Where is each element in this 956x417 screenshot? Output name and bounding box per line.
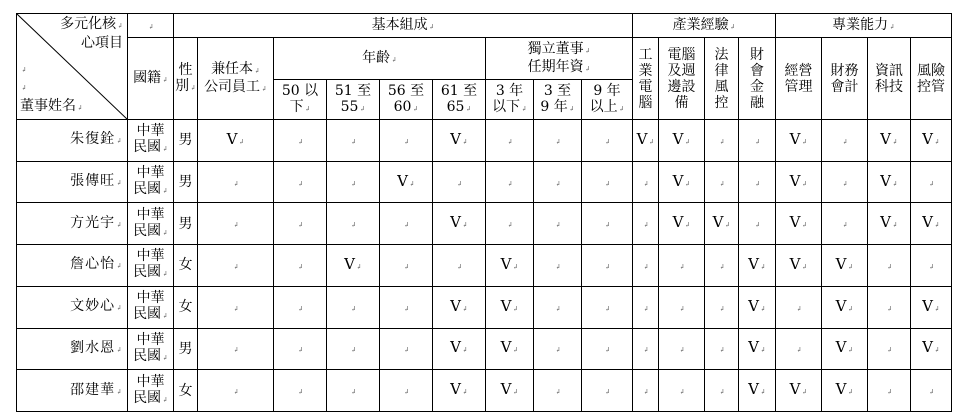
corner-bottom-text: 董事姓名 bbox=[20, 98, 76, 114]
director-name-cell: 詹心怡↲ bbox=[17, 245, 128, 287]
tenure-col-9-above: 9 年 以上↲ bbox=[582, 80, 633, 120]
nationality-cell: 中華 民國↲ bbox=[128, 120, 174, 162]
director-name: 劉水恩 bbox=[70, 339, 116, 356]
director-name: 方光宇 bbox=[70, 214, 116, 231]
industry-col-computer-peripherals: 電腦 及週 邊設 備 bbox=[659, 38, 705, 120]
criteria-cell: V↲ bbox=[911, 120, 952, 162]
criteria-cell: V↲ bbox=[739, 370, 776, 412]
criteria-cell: ↲ bbox=[274, 370, 327, 412]
check-mark: V bbox=[500, 380, 512, 399]
gender-cell: 男 bbox=[174, 203, 198, 245]
criteria-cell: V↲ bbox=[911, 203, 952, 245]
criteria-cell: ↲ bbox=[486, 203, 534, 245]
age-header: 年齡↲ bbox=[274, 38, 486, 80]
check-mark: V bbox=[636, 129, 648, 148]
criteria-cell: ↲ bbox=[380, 245, 433, 287]
criteria-cell: ↲ bbox=[198, 203, 274, 245]
criteria-cell: V↲ bbox=[486, 286, 534, 328]
director-name-cell: 邵建華↲ bbox=[17, 370, 128, 412]
industry-col-accounting-finance: 財 會 金 融 bbox=[739, 38, 776, 120]
check-mark: V bbox=[835, 338, 847, 357]
industry-experience-header: 產業經驗↲ bbox=[633, 14, 776, 38]
criteria-cell: ↲ bbox=[534, 161, 582, 203]
criteria-cell: ↲ bbox=[633, 245, 659, 287]
independent-director-tenure-header: 獨立董事↲ 任期年資↲ bbox=[486, 38, 633, 80]
criteria-cell: V↲ bbox=[822, 328, 868, 370]
criteria-cell: V↲ bbox=[739, 328, 776, 370]
criteria-cell: ↲ bbox=[659, 328, 705, 370]
criteria-cell: V↲ bbox=[822, 245, 868, 287]
criteria-cell: V↲ bbox=[633, 120, 659, 162]
criteria-cell: ↲ bbox=[705, 161, 739, 203]
director-name: 詹心怡 bbox=[70, 256, 116, 273]
table-row bbox=[17, 328, 952, 370]
criteria-cell: V↲ bbox=[486, 245, 534, 287]
criteria-cell: ↲ bbox=[327, 203, 380, 245]
director-name-cell: 朱復銓↲ bbox=[17, 120, 128, 162]
nationality-header: 國籍↲ bbox=[128, 38, 174, 120]
criteria-cell: V↲ bbox=[433, 120, 486, 162]
criteria-cell: ↲ bbox=[274, 286, 327, 328]
criteria-cell: ↲ bbox=[380, 120, 433, 162]
criteria-cell: ↲ bbox=[705, 245, 739, 287]
criteria-cell: ↲ bbox=[776, 286, 822, 328]
basic-composition-header: 基本組成↲ bbox=[174, 14, 633, 38]
check-mark: V bbox=[397, 171, 408, 190]
check-mark: V bbox=[672, 129, 684, 148]
criteria-cell: ↲ bbox=[633, 328, 659, 370]
criteria-cell: V↲ bbox=[911, 286, 952, 328]
criteria-cell: ↲ bbox=[582, 328, 633, 370]
criteria-cell: ↲ bbox=[582, 120, 633, 162]
check-mark: V bbox=[922, 129, 934, 148]
check-mark: V bbox=[672, 213, 684, 232]
criteria-cell: ↲ bbox=[868, 286, 911, 328]
check-mark: V bbox=[922, 296, 934, 315]
criteria-cell: ↲ bbox=[582, 161, 633, 203]
criteria-cell: ↲ bbox=[739, 161, 776, 203]
criteria-cell: V↲ bbox=[705, 203, 739, 245]
criteria-cell: ↲ bbox=[198, 370, 274, 412]
criteria-cell: ↲ bbox=[582, 245, 633, 287]
criteria-cell: ↲ bbox=[198, 245, 274, 287]
criteria-cell: V↲ bbox=[776, 120, 822, 162]
director-name-cell: 文妙心↲ bbox=[17, 286, 128, 328]
criteria-cell: ↲ bbox=[486, 161, 534, 203]
director-rows bbox=[17, 120, 952, 412]
table-row bbox=[17, 286, 952, 328]
criteria-cell: ↲ bbox=[659, 370, 705, 412]
gender-cell: 男 bbox=[174, 328, 198, 370]
concurrent-employee-header: 兼任本↲ 公司員工↲ bbox=[198, 38, 274, 120]
criteria-cell: ↲ bbox=[380, 328, 433, 370]
check-mark: V bbox=[450, 338, 461, 357]
criteria-cell: V↲ bbox=[486, 328, 534, 370]
tenure-col-3-below: 3 年 以下↲ bbox=[486, 80, 534, 120]
check-mark: V bbox=[880, 129, 892, 148]
check-mark: V bbox=[748, 338, 760, 357]
pro-col-business-management: 經營 管理 bbox=[776, 38, 822, 120]
criteria-cell: V↲ bbox=[868, 161, 911, 203]
check-mark: V bbox=[748, 254, 760, 273]
nationality-cell: 中華 民國↲ bbox=[128, 286, 174, 328]
check-mark: V bbox=[789, 171, 801, 190]
corner-top-line1: 多元化核 bbox=[60, 16, 117, 32]
criteria-cell: ↲ bbox=[327, 370, 380, 412]
gender-cell: 女 bbox=[174, 245, 198, 287]
check-mark: V bbox=[922, 338, 934, 357]
check-mark: V bbox=[789, 129, 801, 148]
criteria-cell: ↲ bbox=[633, 161, 659, 203]
criteria-cell: V↲ bbox=[433, 203, 486, 245]
criteria-cell: ↲ bbox=[433, 161, 486, 203]
criteria-cell: ↲ bbox=[822, 203, 868, 245]
criteria-cell: V↲ bbox=[486, 370, 534, 412]
check-mark: V bbox=[835, 254, 847, 273]
check-mark: V bbox=[500, 254, 512, 273]
criteria-cell: ↲ bbox=[198, 161, 274, 203]
pro-col-risk-control: 風險 控管 bbox=[911, 38, 952, 120]
check-mark: V bbox=[344, 254, 355, 273]
corner-top-line2: 心項目 bbox=[81, 35, 123, 51]
check-mark: V bbox=[922, 213, 934, 232]
check-mark: V bbox=[789, 380, 801, 399]
criteria-cell: ↲ bbox=[327, 120, 380, 162]
criteria-cell: ↲ bbox=[534, 245, 582, 287]
check-mark: V bbox=[789, 213, 801, 232]
criteria-cell: V↲ bbox=[739, 245, 776, 287]
criteria-cell: ↲ bbox=[868, 328, 911, 370]
gender-header: 性 別↲ bbox=[174, 38, 198, 120]
criteria-cell: ↲ bbox=[534, 203, 582, 245]
board-diversity-table bbox=[16, 13, 952, 412]
industry-col-industrial-computer: 工 業 電 腦 bbox=[633, 38, 659, 120]
criteria-cell: ↲ bbox=[659, 286, 705, 328]
table-row bbox=[17, 203, 952, 245]
director-name: 張傳旺 bbox=[70, 173, 116, 190]
criteria-cell: ↲ bbox=[659, 245, 705, 287]
criteria-cell: ↲ bbox=[380, 370, 433, 412]
criteria-cell: V↲ bbox=[198, 120, 274, 162]
check-mark: V bbox=[450, 129, 461, 148]
check-mark: V bbox=[880, 213, 892, 232]
criteria-cell: V↲ bbox=[776, 161, 822, 203]
check-mark: V bbox=[835, 380, 847, 399]
criteria-cell: ↲ bbox=[776, 328, 822, 370]
criteria-cell: V↲ bbox=[659, 120, 705, 162]
corner-top-label: 多元化核↲ 心項目 bbox=[60, 16, 123, 51]
criteria-cell: V↲ bbox=[433, 370, 486, 412]
table-row bbox=[17, 161, 952, 203]
criteria-cell: ↲ bbox=[911, 370, 952, 412]
criteria-cell: V↲ bbox=[433, 286, 486, 328]
criteria-cell: ↲ bbox=[274, 120, 327, 162]
criteria-cell: ↲ bbox=[911, 161, 952, 203]
criteria-cell: ↲ bbox=[486, 120, 534, 162]
check-mark: V bbox=[226, 129, 238, 148]
criteria-cell: V↲ bbox=[776, 203, 822, 245]
criteria-cell: ↲ bbox=[822, 161, 868, 203]
check-mark: V bbox=[672, 171, 684, 190]
gender-cell: 女 bbox=[174, 286, 198, 328]
criteria-cell: ↲ bbox=[633, 286, 659, 328]
nationality-cell: 中華 民國↲ bbox=[128, 328, 174, 370]
check-mark: V bbox=[835, 296, 847, 315]
age-col-61-65: 61 至 65↲ bbox=[433, 80, 486, 120]
pro-col-information-technology: 資訊 科技 bbox=[868, 38, 911, 120]
criteria-cell: ↲ bbox=[274, 161, 327, 203]
director-name-cell: 劉水恩↲ bbox=[17, 328, 128, 370]
board-diversity-table-container bbox=[16, 13, 951, 412]
criteria-cell: ↲ bbox=[380, 203, 433, 245]
criteria-cell: ↲ bbox=[633, 370, 659, 412]
gender-cell: 女 bbox=[174, 370, 198, 412]
criteria-cell: ↲ bbox=[633, 203, 659, 245]
criteria-cell: V↲ bbox=[739, 286, 776, 328]
check-mark: V bbox=[712, 213, 724, 232]
criteria-cell: ↲ bbox=[534, 328, 582, 370]
criteria-cell: ↲ bbox=[582, 203, 633, 245]
gender-cell: 男 bbox=[174, 161, 198, 203]
criteria-cell: V↲ bbox=[868, 203, 911, 245]
check-mark: V bbox=[880, 171, 892, 190]
director-name: 朱復銓 bbox=[70, 131, 116, 148]
criteria-cell: ↲ bbox=[705, 370, 739, 412]
check-mark: V bbox=[500, 296, 512, 315]
table-row bbox=[17, 120, 952, 162]
criteria-cell: ↲ bbox=[911, 245, 952, 287]
criteria-cell: V↲ bbox=[433, 328, 486, 370]
gender-cell: 男 bbox=[174, 120, 198, 162]
corner-bottom-label: 董事姓名↲ bbox=[20, 98, 83, 114]
director-name: 邵建華 bbox=[70, 381, 116, 398]
criteria-cell: V↲ bbox=[776, 370, 822, 412]
criteria-cell: ↲ bbox=[705, 286, 739, 328]
criteria-cell: V↲ bbox=[380, 161, 433, 203]
check-mark: V bbox=[450, 213, 461, 232]
criteria-cell: V↲ bbox=[868, 120, 911, 162]
criteria-cell: V↲ bbox=[822, 286, 868, 328]
criteria-cell: V↲ bbox=[776, 245, 822, 287]
check-mark: V bbox=[450, 296, 461, 315]
pro-col-finance-accounting: 財務 會計 bbox=[822, 38, 868, 120]
criteria-cell: V↲ bbox=[911, 328, 952, 370]
tenure-col-3-9: 3 至 9 年↲ bbox=[534, 80, 582, 120]
director-name-cell: 張傳旺↲ bbox=[17, 161, 128, 203]
criteria-cell: ↲ bbox=[739, 203, 776, 245]
professional-ability-header: 專業能力↲ bbox=[776, 14, 952, 38]
criteria-cell: ↲ bbox=[868, 370, 911, 412]
director-name: 文妙心 bbox=[70, 298, 116, 315]
age-col-51-55: 51 至 55↲ bbox=[327, 80, 380, 120]
criteria-cell: ↲ bbox=[327, 286, 380, 328]
criteria-cell: ↲ bbox=[274, 203, 327, 245]
criteria-cell: V↲ bbox=[659, 161, 705, 203]
corner-header-cell: 多元化核↲ 心項目 ↲ ↲ 董事姓名↲ bbox=[17, 14, 128, 120]
check-mark: V bbox=[500, 338, 512, 357]
director-name-cell: 方光宇↲ bbox=[17, 203, 128, 245]
criteria-cell: ↲ bbox=[198, 286, 274, 328]
criteria-cell: ↲ bbox=[274, 328, 327, 370]
table-row bbox=[17, 370, 952, 412]
check-mark: V bbox=[748, 380, 760, 399]
criteria-cell: ↲ bbox=[705, 120, 739, 162]
nationality-cell: 中華 民國↲ bbox=[128, 245, 174, 287]
criteria-cell: ↲ bbox=[380, 286, 433, 328]
check-mark: V bbox=[748, 296, 760, 315]
criteria-cell: ↲ bbox=[582, 370, 633, 412]
industry-col-legal-risk: 法 律 風 控 bbox=[705, 38, 739, 120]
criteria-cell: ↲ bbox=[433, 245, 486, 287]
criteria-cell: ↲ bbox=[582, 286, 633, 328]
criteria-cell: ↲ bbox=[705, 328, 739, 370]
criteria-cell: ↲ bbox=[868, 245, 911, 287]
nationality-cell: 中華 民國↲ bbox=[128, 203, 174, 245]
criteria-cell: ↲ bbox=[327, 161, 380, 203]
criteria-cell: ↲ bbox=[274, 245, 327, 287]
nationality-cell: 中華 民國↲ bbox=[128, 370, 174, 412]
criteria-cell: ↲ bbox=[534, 370, 582, 412]
criteria-cell: ↲ bbox=[198, 328, 274, 370]
check-mark: V bbox=[450, 380, 461, 399]
nationality-cell: 中華 民國↲ bbox=[128, 161, 174, 203]
criteria-cell: V↲ bbox=[327, 245, 380, 287]
blank-header-cell: ↲ bbox=[128, 14, 174, 38]
check-mark: V bbox=[789, 254, 801, 273]
criteria-cell: ↲ bbox=[534, 120, 582, 162]
age-col-56-60: 56 至 60↲ bbox=[380, 80, 433, 120]
criteria-cell: V↲ bbox=[822, 370, 868, 412]
criteria-cell: ↲ bbox=[534, 286, 582, 328]
criteria-cell: ↲ bbox=[739, 120, 776, 162]
criteria-cell: ↲ bbox=[822, 120, 868, 162]
criteria-cell: V↲ bbox=[659, 203, 705, 245]
criteria-cell: ↲ bbox=[327, 328, 380, 370]
table-row bbox=[17, 245, 952, 287]
age-col-50-below: 50 以 下↲ bbox=[274, 80, 327, 120]
